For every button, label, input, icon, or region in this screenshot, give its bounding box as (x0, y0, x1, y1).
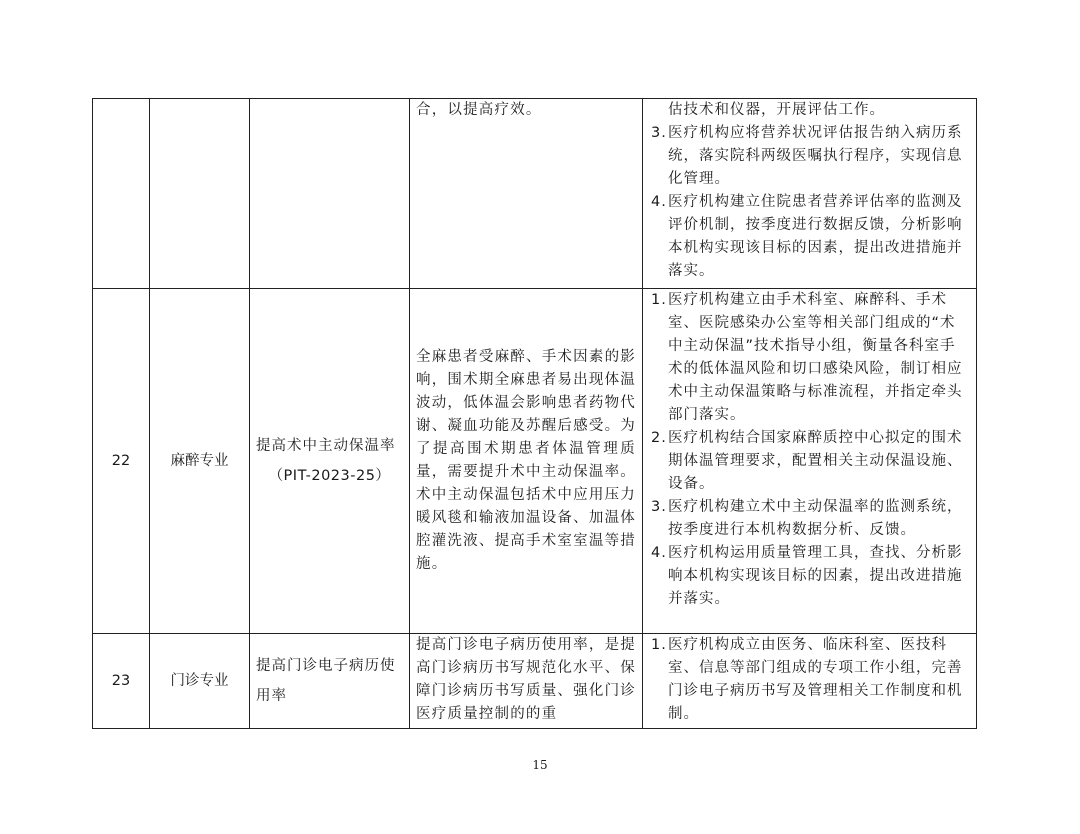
goal-description: 提高门诊电子病历使用率，是提高门诊病历书写规范化水平、保障门诊病历书写质量、强化门诊医疗质量控制的的重 (410, 634, 643, 729)
specialty (150, 99, 250, 289)
measure-item: 3.医疗机构建立术中主动保温率的监测系统，按季度进行本机构数据分析、反馈。 (651, 499, 963, 538)
measure-item: 估技术和仪器，开展评估工作。 (668, 102, 885, 118)
measure-item: 3.医疗机构应将营养状况评估报告纳入病历系统，落实院科两级医嘱执行程序，实现信息化管理。 (651, 125, 963, 187)
row-number: 23 (93, 634, 150, 729)
measures-cell (643, 634, 977, 729)
goal-title (250, 634, 410, 729)
table-row (93, 634, 977, 729)
specialty: 麻醉专业 (150, 289, 250, 634)
page-number: 15 (532, 758, 548, 772)
row-number: 22 (93, 289, 150, 634)
measure-item: 2.医疗机构结合国家麻醉质控中心拟定的围术期体温管理要求，配置相关主动保温设施、设备。 (651, 430, 963, 492)
table-row (93, 289, 977, 634)
measure-item: 1.医疗机构成立由医务、临床科室、医技科室、信息等部门组成的专项工作小组，完善门诊电子病历书写及管理相关工作制度和机制。 (651, 637, 963, 722)
goal-description: 合，以提高疗效。 (410, 99, 643, 289)
goal-name: 提高门诊电子病历使用率 (256, 658, 396, 704)
row-number (93, 99, 150, 289)
measures-cell (643, 99, 977, 289)
measure-item: 1.医疗机构建立由手术科室、麻醉科、手术室、医院感染办公室等相关部门组成的“术中主动保温”技术指导小组，衡量各科室手术的低体温风险和切口感染风险，制订相应术中主动保温策略与标准流程，并指定牵头部门落实。 (651, 292, 963, 423)
goal-description: 全麻患者受麻醉、手术因素的影响，围术期全麻患者易出现体温波动，低体温会影响患者药物代谢、凝血功能及苏醒后感受。为了提高围术期患者体温管理质量，需要提升术中主动保温率。术中主动保温包括术中应用压力暖风毯和输液加温设备、加温体腔灌洗液、提高手术室室温等措施。 (410, 289, 643, 634)
measure-item: 4.医疗机构建立住院患者营养评估率的监测及评价机制，按季度进行数据反馈，分析影响本机构实现该目标的因素，提出改进措施并落实。 (651, 194, 963, 279)
table-row (93, 99, 977, 289)
specialty: 门诊专业 (150, 634, 250, 729)
goal-title (250, 289, 410, 634)
goal-title (250, 99, 410, 289)
measures-cell (643, 289, 977, 634)
quality-goals-table (92, 98, 977, 729)
goal-code: （PIT-2023-25） (268, 468, 391, 484)
measure-item: 4.医疗机构运用质量管理工具，查找、分析影响本机构实现该目标的因素，提出改进措施并落实。 (651, 545, 963, 607)
goal-name: 提高术中主动保温率 (256, 438, 396, 454)
